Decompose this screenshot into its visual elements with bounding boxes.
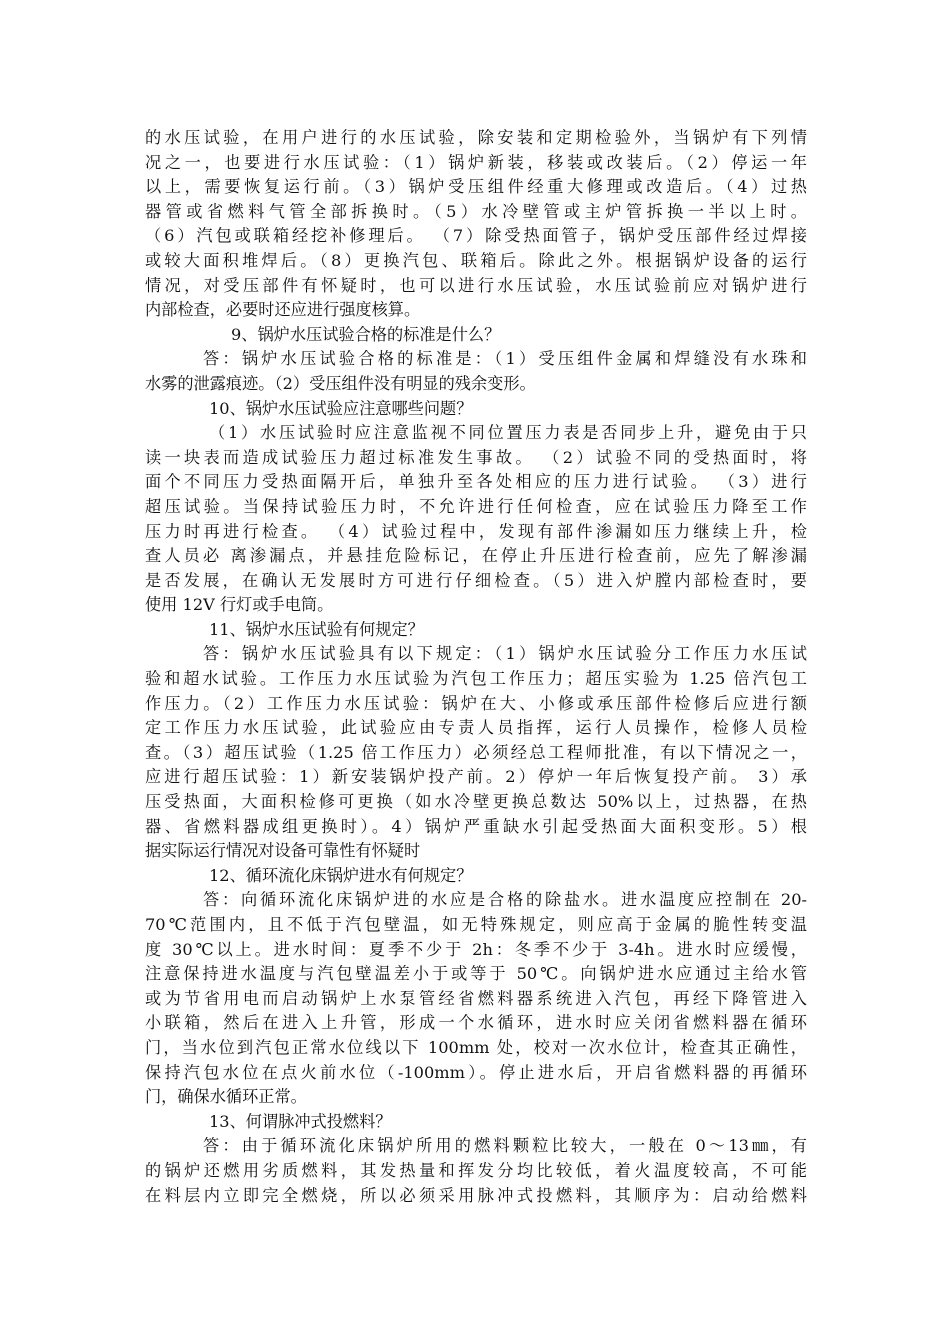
document-body [145, 126, 807, 1208]
text-line: 是否发展，在确认无发展时方可进行仔细检查。（5）进入炉膛内部检查时，要 [145, 570, 807, 590]
answer-line: 答：向循环流化床锅炉进的水应是合格的除盐水。进水温度应控制在 20- [203, 890, 807, 910]
text-line: 器管或省燃料气管全部拆换时。（5）水冷壁管或主炉管拆换一半以上时。 [145, 201, 807, 221]
text-line: 超压试验。当保持试验压力时，不允许进行任何检查，应在试验压力降至工作 [145, 496, 807, 516]
text-line: 压力时再进行检查。 （4）试验过程中，发现有部件渗漏如压力继续上升，检 [145, 521, 807, 541]
question-heading: 13、何谓脉冲式投燃料？ [209, 1111, 392, 1131]
text-line: 据实际运行情况对设备可靠性有怀疑时 [145, 841, 421, 861]
text-line: 门，确保水循环正常。 [145, 1087, 307, 1107]
text-line: 70℃范围内，且不低于汽包壁温，如无特殊规定，则应高于金属的脆性转变温 [145, 915, 807, 934]
text-line: 度 30℃以上。进水时间：夏季不少于 2h：冬季不少于 3-4h。进水时应缓慢， [145, 939, 807, 959]
text-line: 查。（3）超压试验（1.25 倍工作压力）必须经总工程师批准，有以下情况之一， [145, 742, 807, 762]
text-line: 面个不同压力受热面隔开后，单独升至各处相应的压力进行试验。 （3）进行 [145, 472, 807, 492]
text-line: 定工作压力水压试验，此试验应由专责人员指挥，运行人员操作，检修人员检 [145, 718, 807, 738]
question-heading: 11、锅炉水压试验有何规定？ [209, 619, 424, 639]
question-heading: 12、循环流化床锅炉进水有何规定？ [209, 865, 473, 885]
text-line: 保持汽包水位在点火前水位（-100mm）。停止进水后，开启省燃料器的再循环 [145, 1062, 807, 1082]
text-line: 应进行超压试验：1）新安装锅炉投产前。2）停炉一年后恢复投产前。 3）承 [145, 767, 807, 787]
text-line: 小联箱，然后在进入上升管，形成一个水循环，进水时应关闭省燃料器在循环 [145, 1013, 807, 1033]
text-line: 作压力。（2）工作压力水压试验：锅炉在大、小修或承压部件检修后应进行额 [145, 693, 807, 713]
text-line: 在料层内立即完全燃烧，所以必须采用脉冲式投燃料，其顺序为：启动给燃料 [145, 1185, 807, 1205]
text-line: 查人员必 离渗漏点，并悬挂危险标记，在停止升压进行检查前，应先了解渗漏 [145, 546, 807, 566]
text-line: 以上，需要恢复运行前。（3）锅炉受压组件经重大修理或改造后。（4）过热 [145, 177, 807, 197]
text-line: 况之一，也要进行水压试验：（1）锅炉新装，移装或改装后。（2）停运一年 [145, 152, 807, 172]
text-line: 使用 12V 行灯或手电筒。 [145, 595, 334, 615]
question-heading: 10、锅炉水压试验应注意哪些问题？ [209, 398, 473, 418]
text-line: （6）汽包或联箱经挖补修理后。 （7）除受热面管子，锅炉受压部件经过焊接 [145, 226, 807, 246]
text-line: 情况，对受压部件有怀疑时，也可以进行水压试验，水压试验前应对锅炉进行 [145, 275, 807, 295]
text-line: 或较大面积堆焊后。（8）更换汽包、联箱后。除此之外。根据锅炉设备的运行 [145, 250, 807, 270]
answer-line: 答：锅炉水压试验具有以下规定：（1）锅炉水压试验分工作压力水压试 [203, 644, 807, 664]
text-line: 内部检查，必要时还应进行强度核算。 [145, 300, 421, 320]
text-line: 的锅炉还燃用劣质燃料，其发热量和挥发分均比较低，着火温度较高，不可能 [145, 1160, 807, 1180]
text-line: 读一块表而造成试验压力超过标准发生事故。 （2）试验不同的受热面时，将 [145, 447, 807, 467]
text-line: 注意保持进水温度与汽包壁温差小于或等于 50℃。向锅炉进水应通过主给水管 [145, 964, 807, 984]
text-line: 压受热面，大面积检修可更换（如水冷壁更换总数达 50%以上，过热器，在热 [145, 792, 807, 812]
text-line: 或为节省用电而启动锅炉上水泵管经省燃料器系统进入汽包，再经下降管进入 [145, 988, 807, 1008]
text-line: 器、省燃料器成组更换时）。4）锅炉严重缺水引起受热面大面积变形。5）根 [145, 816, 807, 836]
text-line: 水雾的泄露痕迹。（2）受压组件没有明显的残余变形。 [145, 373, 536, 393]
answer-line: 答：由于循环流化床锅炉所用的燃料颗粒比较大，一般在 0～13㎜，有 [203, 1136, 807, 1156]
text-line: 的水压试验，在用户进行的水压试验，除安装和定期检验外，当锅炉有下列情 [145, 128, 807, 147]
text-line: 验和超水试验。工作压力水压试验为汽包工作压力；超压实验为 1.25 倍汽包工 [145, 669, 807, 689]
answer-line: 答：锅炉水压试验合格的标准是：（1）受压组件金属和焊缝没有水珠和 [203, 349, 807, 369]
question-heading: 9、锅炉水压试验合格的标准是什么？ [231, 324, 501, 344]
text-line: 门，当水位到汽包正常水位线以下 100mm 处，校对一次水位计，检查其正确性， [145, 1037, 807, 1057]
answer-line: （1）水压试验时应注意监视不同位置压力表是否同步上升，避免由于只 [209, 423, 807, 443]
